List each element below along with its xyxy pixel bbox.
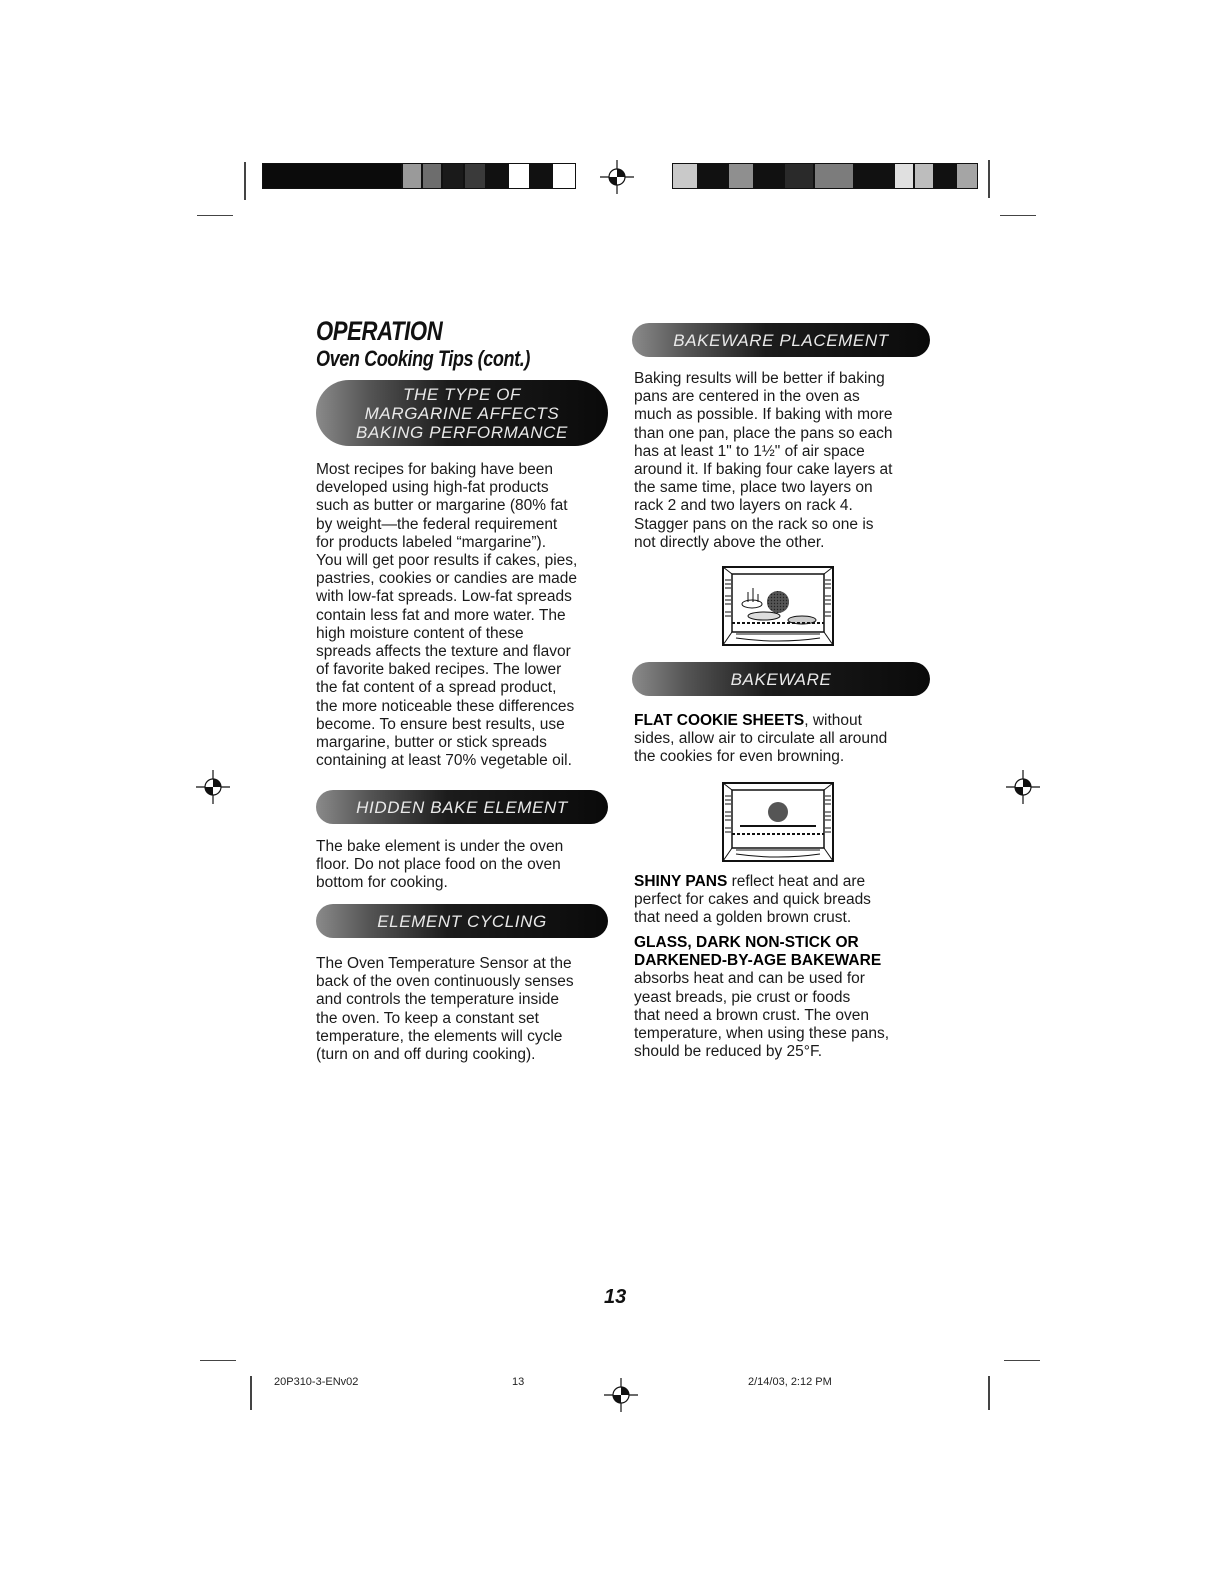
banner-line: BAKING PERFORMANCE bbox=[356, 422, 568, 442]
text-line: developed using high-fat products bbox=[316, 479, 549, 497]
section-title: OPERATION bbox=[316, 316, 443, 346]
cycling-paragraph bbox=[316, 955, 574, 1064]
banner-margarine bbox=[316, 380, 608, 446]
text-line: You will get poor results if cakes, pies, bbox=[316, 552, 578, 570]
banner-text: BAKEWARE PLACEMENT bbox=[673, 330, 889, 350]
text-line: (turn on and off during cooking). bbox=[316, 1046, 536, 1064]
text-fragment: reflect heat and are bbox=[727, 873, 866, 890]
text-line: Most recipes for baking have been bbox=[316, 461, 553, 478]
crop-mark bbox=[200, 1360, 236, 1361]
hidden-element-paragraph bbox=[316, 838, 563, 893]
bold-term: FLAT COOKIE SHEETS bbox=[634, 712, 805, 729]
text-line: than one pan, place the pans so each bbox=[634, 424, 893, 442]
text-line: not directly above the other. bbox=[634, 533, 825, 551]
text-line: should be reduced by 25°F. bbox=[634, 1043, 823, 1061]
text-line: Baking results will be better if baking bbox=[634, 370, 885, 387]
section-subtitle: Oven Cooking Tips (cont.) bbox=[316, 346, 530, 371]
text-line: of favorite baked recipes. The lower bbox=[316, 661, 562, 679]
text-line: floor. Do not place food on the oven bbox=[316, 856, 561, 874]
text-fragment: , without bbox=[804, 712, 862, 729]
page-number: 13 bbox=[604, 1286, 627, 1308]
text-line: much as possible. If baking with more bbox=[634, 406, 893, 424]
text-line: such as butter or margarine (80% fat bbox=[316, 497, 568, 515]
crop-mark bbox=[250, 1376, 252, 1410]
text-line: the fat content of a spread product, bbox=[316, 679, 557, 697]
banner-text: ELEMENT CYCLING bbox=[377, 911, 547, 931]
bold-term: DARKENED-BY-AGE BAKEWARE bbox=[634, 952, 882, 970]
bold-term: SHINY PANS bbox=[634, 873, 728, 890]
crop-mark bbox=[1004, 1360, 1040, 1361]
oven-interior-illustration-icon bbox=[722, 566, 834, 646]
banner-line: MARGARINE AFFECTS bbox=[364, 403, 560, 423]
text-line bbox=[634, 712, 887, 730]
margarine-paragraph bbox=[316, 461, 577, 770]
banner-bakeware-placement bbox=[632, 323, 930, 357]
color-calibration-bar-right bbox=[672, 163, 978, 189]
text-line: become. To ensure best results, use bbox=[316, 715, 565, 733]
text-line: and controls the temperature inside bbox=[316, 991, 559, 1009]
footer-date: 2/14/03, 2:12 PM bbox=[748, 1376, 832, 1388]
text-line: contain less fat and more water. The bbox=[316, 606, 566, 624]
registration-mark-icon bbox=[604, 1378, 638, 1412]
text-line: around it. If baking four cake layers at bbox=[634, 461, 893, 479]
text-line: bottom for cooking. bbox=[316, 874, 448, 892]
text-line bbox=[634, 934, 889, 952]
text-line: the cookies for even browning. bbox=[634, 748, 845, 766]
banner-text: BAKEWARE bbox=[730, 669, 832, 689]
banner-hidden-bake-element bbox=[316, 790, 608, 824]
text-line: the oven. To keep a constant set bbox=[316, 1009, 539, 1027]
text-line: yeast breads, pie crust or foods bbox=[634, 988, 851, 1006]
text-line: for products labeled “margarine”). bbox=[316, 533, 547, 551]
text-line: rack 2 and two layers on rack 4. bbox=[634, 497, 853, 515]
text-line: that need a brown crust. The oven bbox=[634, 1006, 869, 1024]
text-line: with low-fat spreads. Low-fat spreads bbox=[316, 588, 572, 606]
crop-mark bbox=[197, 215, 233, 216]
banner-element-cycling bbox=[316, 904, 608, 938]
shiny-pans-paragraph bbox=[634, 873, 871, 928]
text-line: The Oven Temperature Sensor at the bbox=[316, 955, 572, 972]
text-line: perfect for cakes and quick breads bbox=[634, 891, 871, 909]
footer-document-code: 20P310-3-ENv02 bbox=[274, 1376, 359, 1388]
banner-bakeware bbox=[632, 662, 930, 696]
text-line: the more noticeable these differences bbox=[316, 697, 575, 715]
text-line: The bake element is under the oven bbox=[316, 838, 564, 855]
banner-line: THE TYPE OF bbox=[402, 384, 522, 404]
crop-mark bbox=[988, 160, 990, 198]
text-line: by weight—the federal requirement bbox=[316, 515, 558, 533]
text-line: containing at least 70% vegetable oil. bbox=[316, 752, 572, 770]
text-line: absorbs heat and can be used for bbox=[634, 970, 865, 988]
text-line: back of the oven continuously senses bbox=[316, 973, 574, 991]
text-line: spreads affects the texture and flavor bbox=[316, 643, 571, 661]
cookie-sheets-paragraph bbox=[634, 712, 887, 767]
banner-text: HIDDEN BAKE ELEMENT bbox=[356, 797, 568, 817]
text-line: temperature, when using these pans, bbox=[634, 1025, 890, 1043]
text-line: margarine, butter or stick spreads bbox=[316, 734, 547, 752]
text-line: sides, allow air to circulate all around bbox=[634, 730, 888, 748]
text-line: has at least 1" to 1½" of air space bbox=[634, 442, 865, 460]
text-line: pastries, cookies or candies are made bbox=[316, 570, 578, 588]
text-line: pans are centered in the oven as bbox=[634, 388, 860, 406]
text-line: that need a golden brown crust. bbox=[634, 909, 852, 927]
text-line bbox=[634, 952, 889, 970]
text-line: the same time, place two layers on bbox=[634, 479, 873, 497]
registration-mark-icon bbox=[196, 770, 230, 804]
oven-interior-illustration-icon bbox=[722, 782, 834, 862]
registration-mark-icon bbox=[1006, 770, 1040, 804]
crop-mark bbox=[244, 162, 246, 200]
text-line: temperature, the elements will cycle bbox=[316, 1027, 563, 1045]
placement-paragraph bbox=[634, 370, 893, 552]
text-line bbox=[634, 873, 871, 891]
text-line: Stagger pans on the rack so one is bbox=[634, 515, 874, 533]
registration-mark-icon bbox=[600, 160, 634, 194]
color-calibration-bar-left bbox=[262, 163, 576, 189]
text-line: high moisture content of these bbox=[316, 624, 524, 642]
footer-page: 13 bbox=[512, 1376, 525, 1388]
crop-mark bbox=[1000, 215, 1036, 216]
glass-bakeware-paragraph bbox=[634, 934, 889, 1061]
crop-mark bbox=[988, 1376, 990, 1410]
bold-term: GLASS, DARK NON-STICK OR bbox=[634, 934, 859, 951]
